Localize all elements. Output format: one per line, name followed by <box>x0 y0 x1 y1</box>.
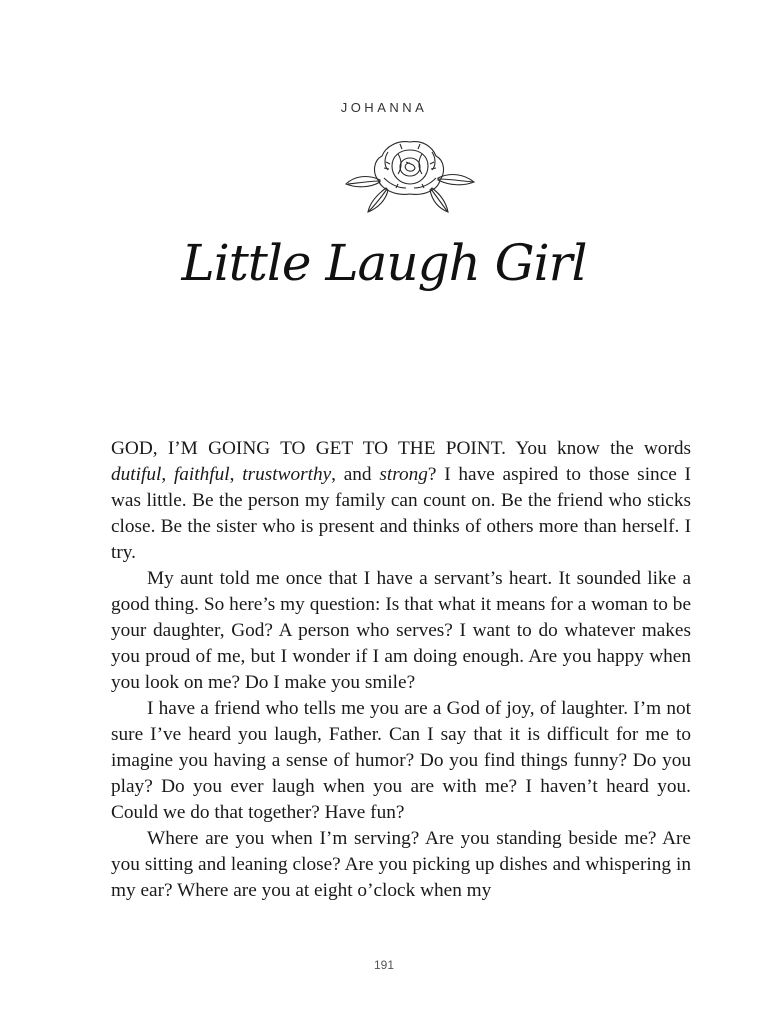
text-run: ? I have aspired to those since I was little. Be the person my family can count on. Be the friend who sticks close. Be the sister who is present and thinks of others more than herself. I try. <box>111 464 691 563</box>
paragraph-3: I have a friend who tells me you are a God of joy, of laughter. I’m not sure I’ve heard you laugh, Father. Can I say that it is difficult for me to imagine you having a sense of humor? Do you find things funny? Do you play? Do you ever laugh when you are with me? I haven’t heard you. Could we do that together? Have fun? <box>111 698 691 823</box>
paragraph-1 <box>111 436 691 566</box>
text-run: , <box>229 464 243 485</box>
text-run: You know the words <box>505 438 692 459</box>
page-number: 191 <box>373 958 395 972</box>
chapter-title: Little Laugh Girl <box>181 234 587 292</box>
text-run: , and <box>331 464 380 485</box>
text-run: , <box>161 464 174 485</box>
emphasis-word: trustworthy <box>242 464 332 485</box>
paragraph-2: My aunt told me once that I have a servant’s heart. It sounded like a good thing. So here’s my question: Is that what it means for a woman to be your daughter, God? A person who serves? I want to do whatever makes you proud of me, but I wonder if I am doing enough. Are you happy when you look on me? Do I make you smile? <box>111 568 691 693</box>
emphasis-word: dutiful <box>111 464 162 485</box>
paragraph-lead: GOD, I’M GOING TO GET TO THE POINT. <box>111 438 506 459</box>
emphasis-word: strong <box>379 464 428 485</box>
emphasis-word: faithful <box>173 464 230 485</box>
body-text <box>111 436 691 904</box>
flower-ornament-icon <box>340 138 480 214</box>
paragraph-4: Where are you when I’m serving? Are you standing beside me? Are you sitting and leaning close? Are you picking up dishes and whispering in my ear? Where are you at eight o’clock when my <box>111 828 691 901</box>
chapter-label: JOHANNA <box>340 100 428 115</box>
